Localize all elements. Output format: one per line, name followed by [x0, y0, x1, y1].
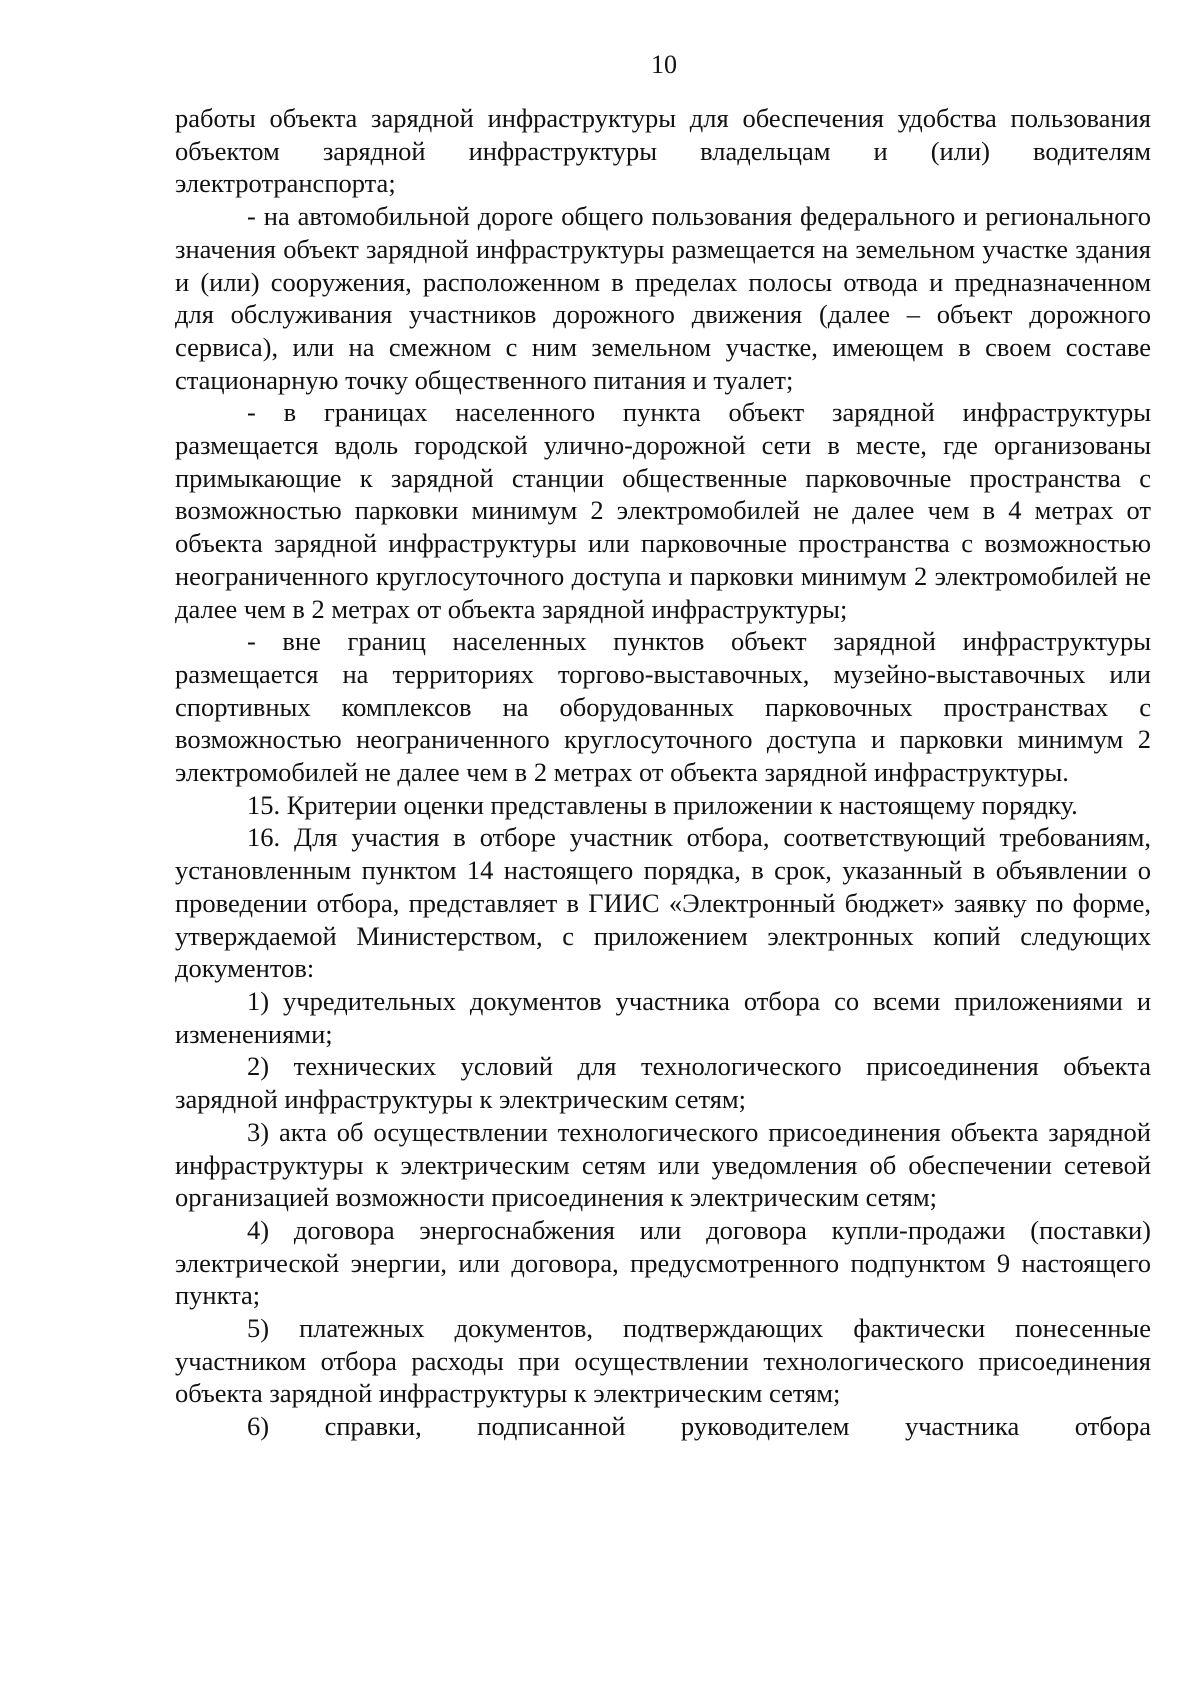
paragraph-settlement-bounds: - в границах населенного пункта объект зарядной инфраструктуры размещается вдоль городской улично-дорожной сети в месте, где организованы примыкающие к зарядной станции общественные парковочные пространства с возможностью парковки минимум 2 электромобилей не далее чем в 4 метрах от объекта зарядной инфраструктуры или парковочные пространства с возможностью неограниченного круглосуточного доступа и парковки минимум 2 электромобилей не далее чем в 2 метрах от объекта зарядной инфраструктуры;	[175, 397, 1151, 624]
paragraph-item-16: 16. Для участия в отборе участник отбора, соответствующий требованиям, установленным пунктом 14 настоящего порядка, в срок, указанный в объявлении о проведении отбора, представляет в ГИИС «Электронный бюджет» заявку по форме, утверждаемой Министерством, с приложением электронных копий следующих документов:	[175, 822, 1151, 984]
document-body	[175, 102, 1151, 1443]
paragraph-continuation: работы объекта зарядной инфраструктуры для обеспечения удобства пользования объектом зарядной инфраструктуры владельцам и (или) водителям электротранспорта;	[175, 103, 1151, 199]
page-number: 10	[651, 50, 677, 79]
list-item-5: 5) платежных документов, подтверждающих фактически понесенные участником отбора расходы при осуществлении технологического присоединения объекта зарядной инфраструктуры к электрическим сетям;	[175, 1313, 1151, 1409]
paragraph-outside-settlements: - вне границ населенных пунктов объект зарядной инфраструктуры размещается на территориях торгово-выставочных, музейно-выставочных или спортивных комплексов на оборудованных парковочных пространствах с возможностью неограниченного круглосуточного доступа и парковки минимум 2 электромобилей не далее чем в 2 метрах от объекта зарядной инфраструктуры.	[175, 626, 1151, 788]
paragraph-item-15: 15. Критерии оценки представлены в приложении к настоящему порядку.	[247, 789, 1078, 820]
list-item-4: 4) договора энергоснабжения или договора купли-продажи (поставки) электрической энергии, или договора, предусмотренного подпунктом 9 настоящего пункта;	[175, 1214, 1151, 1311]
paragraph-federal-roads: - на автомобильной дороге общего пользования федерального и регионального значения объект зарядной инфраструктуры размещается на земельном участке здания и (или) сооружения, расположенном в пределах полосы отвода и предназначенном для обслуживания участников дорожного движения (далее – объект дорожного сервиса), или на смежном с ним земельном участке, имеющем в своем составе стационарную точку общественного питания и туалет;	[175, 201, 1151, 395]
list-item-1: 1) учредительных документов участника отбора со всеми приложениями и изменениями;	[175, 985, 1151, 1049]
list-item-6: 6) справки, подписанной руководителем участника отбора	[247, 1411, 1151, 1442]
list-item-3: 3) акта об осуществлении технологического присоединения объекта зарядной инфраструктуры к электрическим сетям или уведомления об обеспечении сетевой организацией возможности присоединения к электрическим сетям;	[175, 1116, 1151, 1213]
list-item-2: 2) технических условий для технологического присоединения объекта зарядной инфраструктуры к электрическим сетям;	[175, 1051, 1151, 1115]
